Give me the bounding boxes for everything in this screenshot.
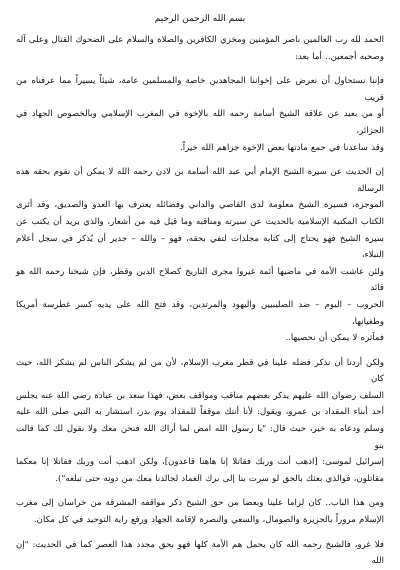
basmala-heading: بسم الله الرحمن الرحيم [154, 14, 246, 24]
text-line: فلا غرو، فالشيخ رحمه الله كان يحمل هم الأمة كلها فهو بحق مجدد هذا العصر كما في الحديث: "إن الله [16, 539, 384, 567]
paragraph [16, 164, 384, 347]
text-line: الإسلام مروراً بالجزيرة والصومال، والسعي والنصرة لإقامة الجهاد ورفع راية التوحيد في كل مكان. [33, 515, 384, 526]
text-line: ولكن أردنا أن نذكر فضله علينا في قطر مغرب الإسلام، لأن من لم يشكر الناس لم يشكر الله، حيث كان [16, 357, 384, 385]
text-line: فمآثره لا يمكن أن نحصيها.. [285, 333, 384, 344]
paragraph [16, 537, 384, 570]
document-body [16, 32, 384, 570]
text-line: مقاتلون، فوالذي بعثك بالحق لو سرت بنا إلى برك الغماد لجالدنا معك من دونه حتى تبلغه"). [55, 473, 384, 484]
paragraph [16, 32, 384, 65]
text-line: إسرائيل لموسى: [اذهب أنت وربك فقاتلا إنا هاهنا قاعدون]، ولكن اذهب أنت وربك فقاتلا إنا معكما [16, 457, 384, 468]
paragraph [16, 73, 384, 156]
text-line: وصحبه أجمعين.. أما بعد: [295, 51, 384, 62]
text-line: الموجزة، فسيرة الشيخ معلومة لدى القاصي والداني وفضائله يعترف بها العدو والصديق، وقد أثرى [16, 200, 384, 211]
paragraph [16, 495, 384, 528]
paragraph [16, 355, 384, 488]
text-line: وسلم ودعاه به خير، حيث قال: "يا رسول الله امض لما أراك الله فنحن معك ولا نقول لك كما قالت بنو [16, 424, 384, 451]
text-line: السلف رضوان الله عليهم يذكر بعضهم مناقب ومواقف بعض، فهذا سعد بن عبادة رضي الله عنه يجلس [16, 390, 384, 401]
text-line: إن الحديث عن سيرة الشيخ الإمام أبي عبد الله أسامة بن لادن رحمه الله لا يمكن أن تقوم بحقه هذه الرسالة [16, 167, 384, 194]
text-line: ومن هذا الباب.. كان لزاما علينا وبعضا من حق الشيخ ذكر مواقفه المشرقة من خراسان إلى مغرب [16, 498, 384, 509]
text-line: فإننا نستحاول أن نعرض على إخواننا المجاهدين خاصة والمسلمين عامة، شيئاً يسيراً مما عرفناه من قريب [16, 76, 384, 103]
text-line: الحمد لله رب العالمين ناصر المؤمنين ومخزي الكافرين والصلاة والسلام على الضحوك القتال وعلى آله [16, 35, 384, 45]
text-line: الحروب – اليوم – ضد الصليبيين واليهود والمرتدين، وقد فتح الله على يديه كسر غطرسة أمريكا وطغيانها، [16, 299, 384, 327]
text-line: أحد أبناء المقداد بن عمرو، ويقول: لأنا أنتك موقفاً للمقداد يوم بدر، استشار به النبي صلى الله عليه [16, 407, 384, 418]
text-line: الكتاب المكتبة الإسلامية بالحديث عن سيرته ومناقبه وما قيل فيه من أشعار، والذي يريد أن يكتب عن [16, 216, 384, 227]
text-line: وقد ساعدنا في جمع مادتها بعض الإخوة جزاهم الله خيراً. [180, 142, 384, 153]
text-line: سيرة الشيخ فهو يحتاج إلى كتابة مجلدات لتفي بحقه، فهو – والله – جدير أن يُذكر في سجل أعلام النبلاء، [16, 233, 384, 261]
text-line: ولئن عاشت الأمة في ماضيها أئمة غيروا مجرى التاريخ كصلاح الدين وقطز، فإن شيخنا رحمه الله هو قائد [16, 266, 384, 294]
text-line: أو من بعيد عن علاقة الشيخ أسامة رحمه الله بالإخوة في المغرب الإسلامي وبالخصوص الجهاد في الجزائر، [16, 109, 384, 136]
